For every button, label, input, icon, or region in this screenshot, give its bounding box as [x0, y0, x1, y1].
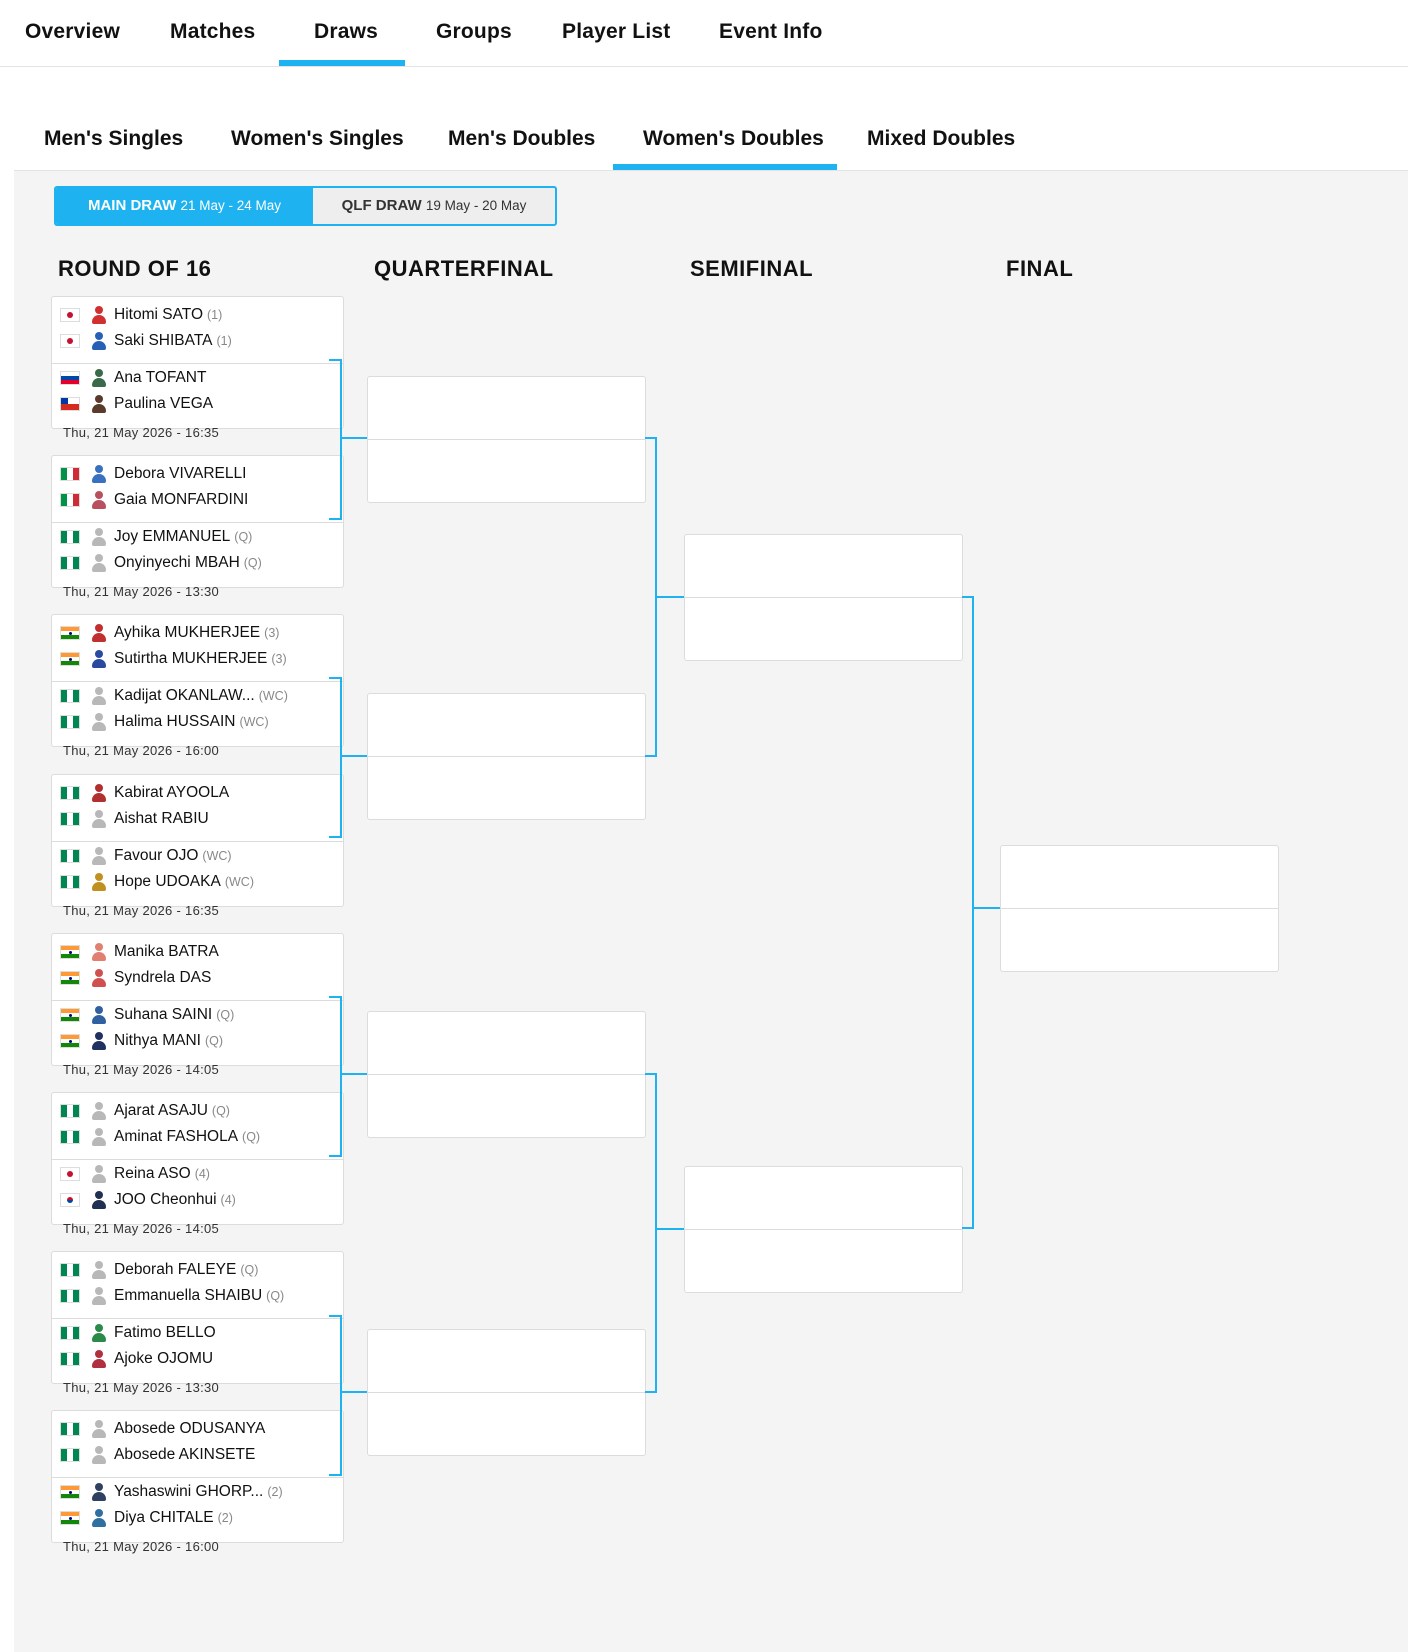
bracket-connector-stub	[342, 1073, 367, 1075]
player-row[interactable]	[60, 1100, 230, 1122]
bracket-connector	[645, 1073, 657, 1393]
match-divider	[52, 1318, 343, 1319]
semifinal-slot[interactable]	[684, 1166, 963, 1293]
player-name[interactable]: Favour OJO	[114, 847, 199, 864]
bracket-connector-stub	[342, 755, 367, 757]
qlf-draw-label: QLF DRAW	[341, 197, 422, 214]
player-seed: (Q)	[240, 1263, 259, 1277]
match-divider	[52, 681, 343, 682]
flag-icon	[60, 397, 80, 411]
player-row[interactable]	[60, 489, 248, 511]
match-card[interactable]	[51, 1410, 344, 1543]
flag-icon	[60, 1034, 80, 1048]
qlf-draw-button[interactable]	[313, 188, 555, 224]
flag-icon	[60, 1289, 80, 1303]
player-seed: (Q)	[205, 1034, 224, 1048]
match-divider	[52, 841, 343, 842]
quarterfinal-slot[interactable]	[367, 1329, 646, 1456]
player-row[interactable]	[60, 304, 222, 326]
player-row[interactable]	[60, 711, 269, 733]
player-avatar-icon	[90, 623, 108, 643]
match-card[interactable]	[51, 455, 344, 588]
player-row[interactable]	[60, 1481, 283, 1503]
player-name[interactable]: Diya CHITALE	[114, 1509, 214, 1526]
player-row[interactable]	[60, 1126, 260, 1148]
player-seed: (3)	[271, 652, 287, 666]
match-divider	[52, 1159, 343, 1160]
player-name[interactable]: Abosede ODUSANYA	[114, 1420, 266, 1437]
flag-icon	[60, 971, 80, 985]
draw-selector	[54, 186, 557, 226]
player-row[interactable]	[60, 967, 211, 989]
player-avatar-icon	[90, 394, 108, 414]
player-avatar-icon	[90, 1005, 108, 1025]
flag-icon	[60, 371, 80, 385]
flag-icon	[60, 493, 80, 507]
match-card[interactable]	[51, 1251, 344, 1384]
main-draw-label: MAIN DRAW	[87, 197, 177, 214]
player-name[interactable]: Kabirat AYOOLA	[114, 784, 230, 801]
flag-icon	[60, 652, 80, 666]
flag-icon	[60, 1422, 80, 1436]
flag-icon	[60, 1448, 80, 1462]
player-row[interactable]	[60, 845, 232, 867]
player-avatar-icon	[90, 305, 108, 325]
match-date: Thu, 21 May 2026 - 14:05	[63, 1221, 220, 1236]
flag-icon	[60, 308, 80, 322]
player-row[interactable]	[60, 1004, 234, 1026]
flag-icon	[60, 1008, 80, 1022]
player-name[interactable]: Ajoke OJOMU	[114, 1350, 214, 1367]
player-row[interactable]	[60, 1507, 233, 1529]
player-row[interactable]	[60, 367, 206, 389]
tab-womens-doubles[interactable]: Women's Doubles	[643, 127, 824, 150]
player-name[interactable]: Manika BATRA	[114, 943, 219, 960]
active-tab-indicator	[279, 60, 405, 66]
player-avatar-icon	[90, 1445, 108, 1465]
semifinal-slot[interactable]	[684, 534, 963, 661]
quarterfinal-slot[interactable]	[367, 376, 646, 503]
match-card[interactable]	[51, 1092, 344, 1225]
match-divider	[52, 1000, 343, 1001]
main-draw-dates: 21 May - 24 May	[180, 198, 282, 213]
flag-icon	[60, 715, 80, 729]
player-name[interactable]: Aminat FASHOLA	[114, 1128, 239, 1145]
player-avatar-icon	[90, 712, 108, 732]
player-name[interactable]: JOO Cheonhui	[114, 1191, 217, 1208]
player-seed: (Q)	[216, 1008, 235, 1022]
match-date: Thu, 21 May 2026 - 16:35	[63, 425, 220, 440]
flag-icon	[60, 849, 80, 863]
player-row[interactable]	[60, 808, 209, 830]
player-avatar-icon	[90, 846, 108, 866]
match-date: Thu, 21 May 2026 - 16:35	[63, 903, 220, 918]
slot-divider	[685, 1229, 962, 1230]
bracket-connector-stub	[657, 596, 684, 598]
player-avatar-icon	[90, 783, 108, 803]
player-avatar-icon	[90, 649, 108, 669]
slot-divider	[368, 1392, 645, 1393]
slot-divider	[368, 439, 645, 440]
match-card[interactable]	[51, 296, 344, 429]
player-row[interactable]	[60, 1348, 213, 1370]
tab-groups[interactable]: Groups	[436, 20, 512, 43]
player-name[interactable]: Paulina VEGA	[114, 395, 214, 412]
final-slot[interactable]	[1000, 845, 1279, 972]
quarterfinal-slot[interactable]	[367, 693, 646, 820]
bracket-connector-stub	[342, 1391, 367, 1393]
qlf-draw-dates: 19 May - 20 May	[425, 198, 527, 213]
tab-draws[interactable]: Draws	[314, 20, 379, 43]
tab-womens-singles[interactable]: Women's Singles	[231, 127, 404, 150]
flag-icon	[60, 786, 80, 800]
flag-icon	[60, 1104, 80, 1118]
player-avatar-icon	[90, 1164, 108, 1184]
player-name[interactable]: Ajarat ASAJU	[114, 1102, 208, 1119]
flag-icon	[60, 1193, 80, 1207]
round-header-final: FINAL	[1006, 256, 1074, 281]
player-seed: (WC)	[224, 875, 254, 889]
player-avatar-icon	[90, 1482, 108, 1502]
player-name[interactable]: Sutirtha MUKHERJEE	[114, 650, 268, 667]
player-avatar-icon	[90, 1031, 108, 1051]
player-name[interactable]: Suhana SAINI	[114, 1006, 213, 1023]
event-nav	[14, 100, 1408, 171]
player-seed: (Q)	[234, 530, 253, 544]
player-row[interactable]	[60, 685, 288, 707]
bracket-connector	[645, 437, 657, 757]
flag-icon	[60, 1352, 80, 1366]
player-row[interactable]	[60, 871, 254, 893]
tab-event-info[interactable]: Event Info	[719, 20, 823, 43]
player-row[interactable]	[60, 622, 279, 644]
player-row[interactable]	[60, 1444, 255, 1466]
slot-divider	[1001, 908, 1278, 909]
active-event-indicator	[613, 164, 837, 170]
match-card[interactable]	[51, 933, 344, 1066]
player-name[interactable]: Ayhika MUKHERJEE	[114, 624, 261, 641]
tab-mens-doubles[interactable]: Men's Doubles	[448, 127, 596, 150]
player-row[interactable]	[60, 393, 213, 415]
player-row[interactable]	[60, 526, 252, 548]
player-name[interactable]: Aishat RABIU	[114, 810, 209, 827]
bracket-connector	[329, 359, 342, 520]
player-name[interactable]: Saki SHIBATA	[114, 332, 213, 349]
player-avatar-icon	[90, 1190, 108, 1210]
player-avatar-icon	[90, 942, 108, 962]
player-row[interactable]	[60, 782, 229, 804]
player-seed: (1)	[216, 334, 232, 348]
match-date: Thu, 21 May 2026 - 14:05	[63, 1062, 220, 1077]
player-name[interactable]: Syndrela DAS	[114, 969, 212, 986]
player-seed: (WC)	[202, 849, 232, 863]
player-seed: (WC)	[258, 689, 288, 703]
player-seed: (Q)	[266, 1289, 285, 1303]
main-nav	[0, 0, 1408, 67]
player-seed: (WC)	[239, 715, 269, 729]
flag-icon	[60, 626, 80, 640]
bracket-connector	[962, 596, 974, 1229]
flag-icon	[60, 1263, 80, 1277]
player-name[interactable]: Reina ASO	[114, 1165, 191, 1182]
flag-icon	[60, 812, 80, 826]
player-row[interactable]	[60, 1163, 210, 1185]
player-row[interactable]	[60, 1189, 236, 1211]
player-avatar-icon	[90, 490, 108, 510]
player-seed: (2)	[267, 1485, 283, 1499]
player-avatar-icon	[90, 527, 108, 547]
flag-icon	[60, 1130, 80, 1144]
flag-icon	[60, 556, 80, 570]
player-avatar-icon	[90, 686, 108, 706]
player-seed: (Q)	[242, 1130, 261, 1144]
player-name[interactable]: Debora VIVARELLI	[114, 465, 247, 482]
bracket-connector-stub	[974, 907, 1000, 909]
player-name[interactable]: Onyinyechi MBAH	[114, 554, 240, 571]
player-name[interactable]: Deborah FALEYE	[114, 1261, 237, 1278]
slot-divider	[368, 756, 645, 757]
player-row[interactable]	[60, 941, 219, 963]
flag-icon	[60, 530, 80, 544]
flag-icon	[60, 1511, 80, 1525]
player-name[interactable]: Hope UDOAKA	[114, 873, 221, 890]
match-date: Thu, 21 May 2026 - 16:00	[63, 743, 220, 758]
player-name[interactable]: Halima HUSSAIN	[114, 713, 236, 730]
player-avatar-icon	[90, 1508, 108, 1528]
flag-icon	[60, 689, 80, 703]
player-row[interactable]	[60, 648, 287, 670]
round-header-sf: SEMIFINAL	[690, 256, 814, 281]
player-name[interactable]: Ana TOFANT	[114, 369, 207, 386]
player-seed: (1)	[207, 308, 223, 322]
flag-icon	[60, 1485, 80, 1499]
quarterfinal-slot[interactable]	[367, 1011, 646, 1138]
player-avatar-icon	[90, 553, 108, 573]
player-name[interactable]: Fatimo BELLO	[114, 1324, 216, 1341]
tab-mixed-doubles[interactable]: Mixed Doubles	[867, 127, 1016, 150]
bracket-connector-stub	[657, 1228, 684, 1230]
player-avatar-icon	[90, 1286, 108, 1306]
match-date: Thu, 21 May 2026 - 13:30	[63, 584, 220, 599]
player-row[interactable]	[60, 1030, 223, 1052]
tab-overview[interactable]: Overview	[25, 20, 120, 43]
player-name[interactable]: Gaia MONFARDINI	[114, 491, 249, 508]
player-row[interactable]	[60, 552, 262, 574]
round-header-qf: QUARTERFINAL	[374, 256, 554, 281]
flag-icon	[60, 1167, 80, 1181]
player-seed: (4)	[220, 1193, 236, 1207]
player-avatar-icon	[90, 1419, 108, 1439]
flag-icon	[60, 467, 80, 481]
round-header-r16: ROUND OF 16	[58, 256, 212, 281]
tab-matches[interactable]: Matches	[170, 20, 256, 43]
flag-icon	[60, 945, 80, 959]
match-card[interactable]	[51, 614, 344, 747]
player-row[interactable]	[60, 1259, 258, 1281]
flag-icon	[60, 334, 80, 348]
player-row[interactable]	[60, 330, 232, 352]
player-name[interactable]: Yashaswini GHORP...	[114, 1483, 264, 1500]
player-seed: (Q)	[211, 1104, 230, 1118]
flag-icon	[60, 875, 80, 889]
player-row[interactable]	[60, 463, 246, 485]
player-avatar-icon	[90, 809, 108, 829]
match-divider	[52, 522, 343, 523]
player-row[interactable]	[60, 1285, 284, 1307]
match-date: Thu, 21 May 2026 - 16:00	[63, 1539, 220, 1554]
player-name[interactable]: Abosede AKINSETE	[114, 1446, 256, 1463]
player-avatar-icon	[90, 464, 108, 484]
bracket-connector	[329, 996, 342, 1157]
player-avatar-icon	[90, 872, 108, 892]
player-name[interactable]: Emmanuella SHAIBU	[114, 1287, 263, 1304]
player-avatar-icon	[90, 1349, 108, 1369]
player-avatar-icon	[90, 331, 108, 351]
bracket-connector-stub	[342, 437, 367, 439]
bracket-connector	[329, 677, 342, 838]
slot-divider	[685, 597, 962, 598]
match-card[interactable]	[51, 774, 344, 907]
player-seed: (Q)	[243, 556, 262, 570]
match-divider	[52, 1477, 343, 1478]
main-draw-button[interactable]	[56, 188, 313, 224]
player-avatar-icon	[90, 368, 108, 388]
flag-icon	[60, 1326, 80, 1340]
player-seed: (2)	[217, 1511, 233, 1525]
player-avatar-icon	[90, 1101, 108, 1121]
tab-player-list[interactable]: Player List	[562, 20, 671, 43]
bracket-connector	[329, 1315, 342, 1476]
player-avatar-icon	[90, 968, 108, 988]
player-seed: (4)	[194, 1167, 210, 1181]
player-row[interactable]	[60, 1418, 265, 1440]
match-divider	[52, 363, 343, 364]
player-name[interactable]: Hitomi SATO	[114, 306, 203, 323]
player-name[interactable]: Nithya MANI	[114, 1032, 201, 1049]
slot-divider	[368, 1074, 645, 1075]
tab-mens-singles[interactable]: Men's Singles	[44, 127, 184, 150]
player-avatar-icon	[90, 1127, 108, 1147]
player-row[interactable]	[60, 1322, 216, 1344]
player-name[interactable]: Joy EMMANUEL	[114, 528, 231, 545]
player-name[interactable]: Kadijat OKANLAW...	[114, 687, 255, 704]
player-avatar-icon	[90, 1260, 108, 1280]
match-date: Thu, 21 May 2026 - 13:30	[63, 1380, 220, 1395]
player-seed: (3)	[264, 626, 280, 640]
player-avatar-icon	[90, 1323, 108, 1343]
